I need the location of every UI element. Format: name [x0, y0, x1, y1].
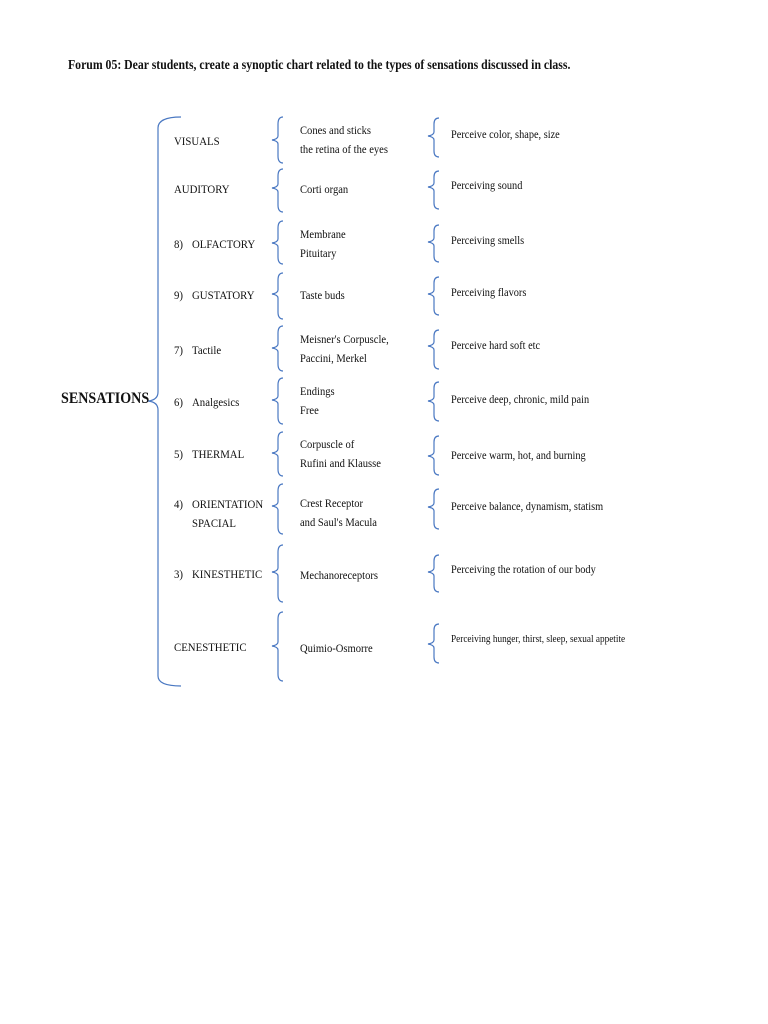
category-tactile: Tactile: [192, 343, 222, 357]
function-tactile: Perceive hard soft etc: [451, 338, 541, 352]
category-olfactory: OLFACTORY: [192, 237, 256, 251]
category-number: 6): [174, 395, 183, 409]
organ-line: Crest Receptor: [300, 496, 364, 510]
function-olfactory: Perceiving smells: [451, 233, 525, 247]
organ-brace-orientation: [272, 484, 283, 534]
organ-brace-olfactory: [272, 221, 283, 264]
function-auditory: Perceiving sound: [451, 178, 523, 192]
organ-line: and Saul's Macula: [300, 515, 377, 529]
organ-line: the retina of the eyes: [300, 142, 388, 156]
organ-line: Taste buds: [300, 288, 345, 302]
organ-brace-tactile: [272, 326, 283, 371]
organ-line: Cones and sticks: [300, 123, 371, 137]
function-brace-thermal: [428, 436, 439, 475]
organ-kinesthetic: [300, 566, 378, 585]
function-cenesthetic: Perceiving hunger, thirst, sleep, sexual appetite: [451, 633, 626, 645]
organ-brace-visuals: [272, 117, 283, 163]
organ-cenesthetic: [300, 639, 373, 658]
category-number: 7): [174, 343, 183, 357]
function-brace-visuals: [428, 118, 439, 157]
organ-line: Endings: [300, 384, 335, 398]
organ-brace-analgesics: [272, 378, 283, 424]
organ-brace-gustatory: [272, 273, 283, 319]
function-gustatory: Perceiving flavors: [451, 285, 527, 299]
function-brace-tactile: [428, 330, 439, 369]
organ-auditory: [300, 180, 348, 199]
organ-line: Pituitary: [300, 246, 337, 260]
category-number: 8): [174, 237, 183, 251]
function-kinesthetic: Perceiving the rotation of our body: [451, 562, 596, 576]
organ-line: Rufini and Klausse: [300, 456, 381, 470]
category-gustatory: GUSTATORY: [192, 288, 255, 302]
category-cenesthetic: CENESTHETIC: [174, 640, 247, 654]
organ-brace-thermal: [272, 432, 283, 476]
function-brace-analgesics: [428, 382, 439, 421]
category-auditory: AUDITORY: [174, 182, 230, 196]
organ-analgesics: [300, 382, 335, 420]
category-visuals: VISUALS: [174, 134, 220, 148]
function-analgesics: Perceive deep, chronic, mild pain: [451, 392, 590, 406]
category-thermal: THERMAL: [192, 447, 245, 461]
organ-olfactory: [300, 225, 346, 263]
function-thermal: Perceive warm, hot, and burning: [451, 448, 586, 462]
organ-line: Mechanoreceptors: [300, 568, 378, 582]
category-number: 5): [174, 447, 183, 461]
organ-line: Corpuscle of: [300, 437, 355, 451]
category-kinesthetic: KINESTHETIC: [192, 567, 263, 581]
organ-line: Free: [300, 403, 319, 417]
organ-thermal: [300, 435, 381, 473]
function-brace-kinesthetic: [428, 555, 439, 592]
category-orientation: ORIENTATION: [192, 497, 264, 511]
organ-line: Membrane: [300, 227, 346, 241]
function-brace-gustatory: [428, 277, 439, 315]
organ-orientation: [300, 494, 377, 532]
organ-line: Quimio-Osmorre: [300, 641, 373, 655]
organ-line: Corti organ: [300, 182, 349, 196]
organ-brace-kinesthetic: [272, 545, 283, 602]
organ-gustatory: [300, 286, 345, 305]
function-orientation: Perceive balance, dynamism, statism: [451, 499, 604, 513]
organ-line: Paccini, Merkel: [300, 351, 367, 365]
function-brace-auditory: [428, 171, 439, 209]
organ-tactile: [300, 330, 389, 368]
organ-brace-auditory: [272, 169, 283, 212]
page-title: Forum 05: Dear students, create a synoptic chart related to the types of sensations discussed in class.: [68, 58, 571, 73]
function-brace-cenesthetic: [428, 624, 439, 663]
category-number: 4): [174, 497, 183, 511]
category-analgesics: Analgesics: [192, 395, 240, 409]
function-visuals: Perceive color, shape, size: [451, 127, 560, 141]
organ-brace-cenesthetic: [272, 612, 283, 681]
category-number: 9): [174, 288, 183, 302]
organ-visuals: [300, 121, 388, 159]
organ-line: Meisner's Corpuscle,: [300, 332, 389, 346]
function-brace-orientation: [428, 489, 439, 529]
category-number: 3): [174, 567, 183, 581]
function-brace-olfactory: [428, 225, 439, 262]
root-label-sensations: SENSATIONS: [61, 390, 150, 407]
category-spacial: SPACIAL: [192, 516, 237, 530]
